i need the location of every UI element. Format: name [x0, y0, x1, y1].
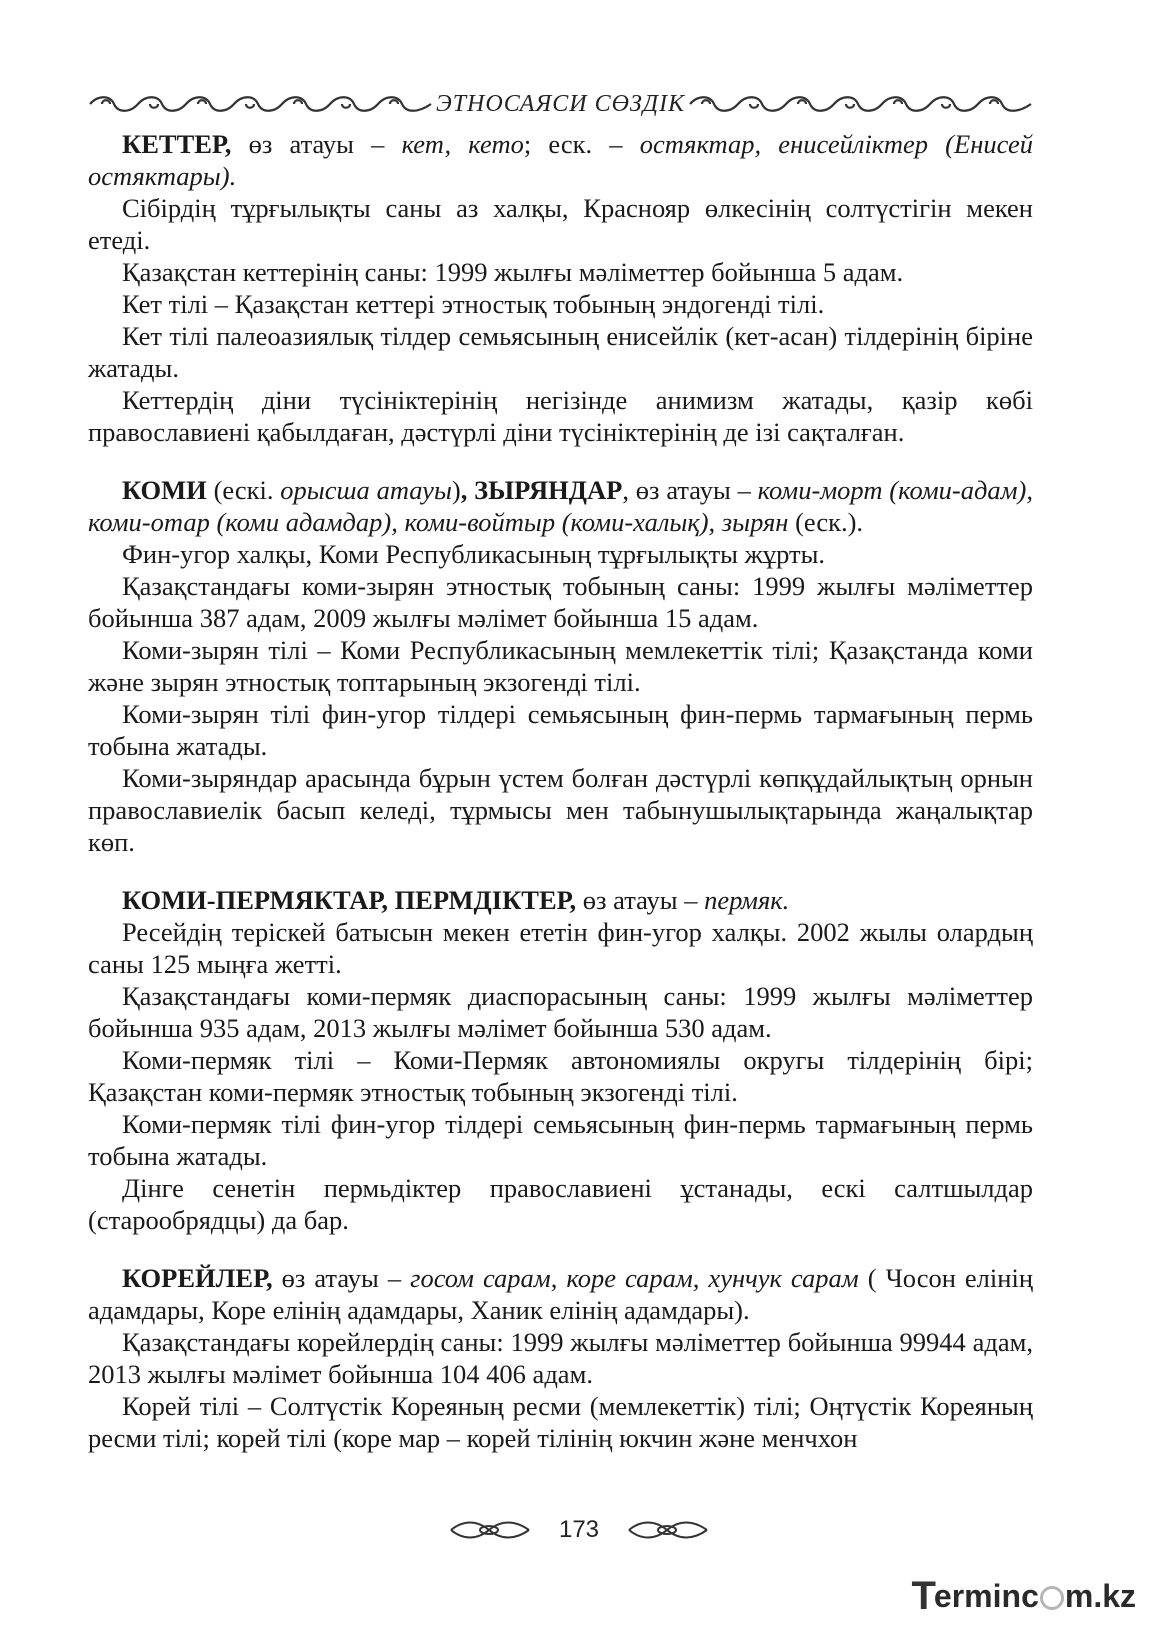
- text-span: Корей тілі – Солтүстік Кореяның ресми (мемлекеттік) тілі; Оңтүстік Кореяның ресми тілі; корей тілі (коре мар – корей тілінің юкчин және менчхон: [88, 1391, 1033, 1453]
- entry-paragraph: [88, 1108, 1033, 1172]
- text-span: Сібірдің тұрғылықты саны аз халқы, Краснояр өлкесінің солтүстігін мекен етеді.: [88, 193, 1033, 255]
- entry-paragraph: [88, 980, 1033, 1044]
- italic-text: орысша атауы: [280, 475, 452, 505]
- text-span: Коми-зырян тілі – Коми Республикасының мемлекеттік тілі; Қазақстанда коми және зырян этностық топтарының экзогенді тілі.: [88, 635, 1033, 697]
- running-header: [88, 86, 1033, 122]
- text-span: Кет тілі – Қазақстан кеттері этностық тобының эндогенді тілі.: [122, 289, 825, 319]
- text-span: Ресейдің теріскей батысын мекен ететін фин-угор халқы. 2002 жылы олардың саны 125 мыңға жетті.: [88, 917, 1033, 979]
- page-footer: [0, 1512, 1158, 1548]
- entry-paragraph: [88, 1044, 1033, 1108]
- headword: , ЗЫРЯНДАР: [460, 475, 623, 505]
- headword: КЕТТЕР,: [122, 129, 232, 159]
- text-span: Коми-зыряндар арасында бұрын үстем болған дәстүрлі көпқұдайлықтың орнын православиелік басып келеді, тұрмысы мен табынушылықтарында жаңалықтар көп.: [88, 763, 1033, 857]
- text-span: Фин-угор халқы, Коми Республикасының тұрғылықты жұрты.: [122, 539, 826, 569]
- text-span: , өз атауы –: [622, 475, 758, 505]
- entry-paragraph: [88, 762, 1033, 858]
- entry-paragraph: [88, 570, 1033, 634]
- text-span: өз атауы –: [576, 885, 705, 915]
- entry-paragraph: [88, 698, 1033, 762]
- text-span: (ескі.: [206, 475, 281, 505]
- headword: КОРЕЙЛЕР,: [122, 1263, 273, 1293]
- text-span: ): [451, 475, 461, 505]
- text-span: Коми-пермяк тілі – Коми-Пермяк автономиялы округы тілдерінің бірі; Қазақстан коми-пермяк этностық тобының экзогенді тілі.: [88, 1045, 1033, 1107]
- entry-headword-paragraph: [88, 1262, 1033, 1326]
- text-span: Қазақстандағы коми-зырян этностық тобының саны: 1999 жылғы мәліметтер бойынша 387 адам, 2009 жылғы мәлімет бойынша 15 адам.: [88, 571, 1033, 633]
- watermark-text-a: erminc: [933, 1577, 1039, 1614]
- text-span: Кет тілі палеоазиялық тілдер семьясының енисейлік (кет-асан) тілдерінің біріне жатады.: [88, 321, 1033, 383]
- text-span: Коми-пермяк тілі фин-угор тілдері семьясының фин-пермь тармағының пермь тобына жатады.: [88, 1109, 1033, 1171]
- entry-paragraph: [88, 1326, 1033, 1390]
- headword: КОМИ-ПЕРМЯКТАР, ПЕРМДІКТЕР,: [122, 885, 577, 915]
- italic-text: остяктар, енисейліктер (Енисей остяктары).: [88, 129, 1034, 191]
- text-span: Коми-зырян тілі фин-угор тілдері семьясының фин-пермь тармағының пермь тобына жатады.: [88, 699, 1033, 761]
- text-span: ; еск. –: [523, 129, 640, 159]
- entry-headword-paragraph: [88, 128, 1033, 192]
- text-span: Дінге сенетін пермьдіктер православиені ұстанады, ескі салтшылдар (старообрядцы) да бар.: [88, 1173, 1033, 1235]
- page-number: 173: [558, 1516, 600, 1543]
- ornament-right-icon: [688, 93, 1033, 115]
- flourish-left-icon: [449, 1519, 531, 1541]
- italic-text: коми-морт (коми-адам), коми-отар (коми адамдар), коми-войтыр (коми-халық), зырян: [88, 475, 1033, 537]
- ornament-left-icon: [88, 93, 433, 115]
- italic-text: госом сарам, коре сарам, хунчук сарам: [410, 1263, 859, 1293]
- entry-headword-paragraph: [88, 474, 1033, 538]
- watermark-text-b: m.kz: [1064, 1577, 1136, 1614]
- entry-paragraph: [88, 634, 1033, 698]
- text-span: Қазақстандағы корейлердің саны: 1999 жылғы мәліметтер бойынша 99944 адам, 2013 жылғы мәлімет бойынша 104 406 адам.: [88, 1327, 1033, 1389]
- text-span: ( Чосон елінің адамдары, Коре елінің адамдары, Ханик елінің адамдары).: [88, 1263, 1033, 1325]
- watermark-t: T: [911, 1573, 936, 1618]
- entry-paragraph: [88, 1390, 1033, 1454]
- entry-paragraph: [88, 256, 1033, 288]
- header-title: ЭТНОСАЯСИ СӨЗДІК: [435, 90, 685, 117]
- italic-text: пермяк.: [704, 885, 790, 915]
- italic-text: кет, кето: [401, 129, 524, 159]
- text-span: өз атауы –: [272, 1263, 411, 1293]
- entry-paragraph: [88, 288, 1033, 320]
- watermark-logo: [911, 1573, 1136, 1618]
- entry-paragraph: [88, 192, 1033, 256]
- text-span: Қазақстандағы коми-пермяк диаспорасының саны: 1999 жылғы мәліметтер бойынша 935 адам, 2013 жылғы мәлімет бойынша 530 адам.: [88, 981, 1033, 1043]
- entry-paragraph: [88, 538, 1033, 570]
- text-span: Кеттердің діни түсініктерінің негізінде анимизм жатады, қазір көбі православиені қабылдаған, дәстүрлі діни түсініктерінің де ізі сақталған.: [88, 385, 1033, 447]
- entry-paragraph: [88, 384, 1033, 448]
- entry-paragraph: [88, 1172, 1033, 1236]
- magnifier-icon: [1040, 1586, 1064, 1610]
- dictionary-content: [88, 128, 1033, 1454]
- entry-headword-paragraph: [88, 884, 1033, 916]
- entry-paragraph: [88, 916, 1033, 980]
- text-span: (еск.).: [788, 507, 864, 537]
- text-span: Қазақстан кеттерінің саны: 1999 жылғы мәліметтер бойынша 5 адам.: [122, 257, 904, 287]
- flourish-right-icon: [627, 1519, 709, 1541]
- headword: КОМИ: [122, 475, 207, 505]
- text-span: өз атауы –: [231, 129, 402, 159]
- entry-paragraph: [88, 320, 1033, 384]
